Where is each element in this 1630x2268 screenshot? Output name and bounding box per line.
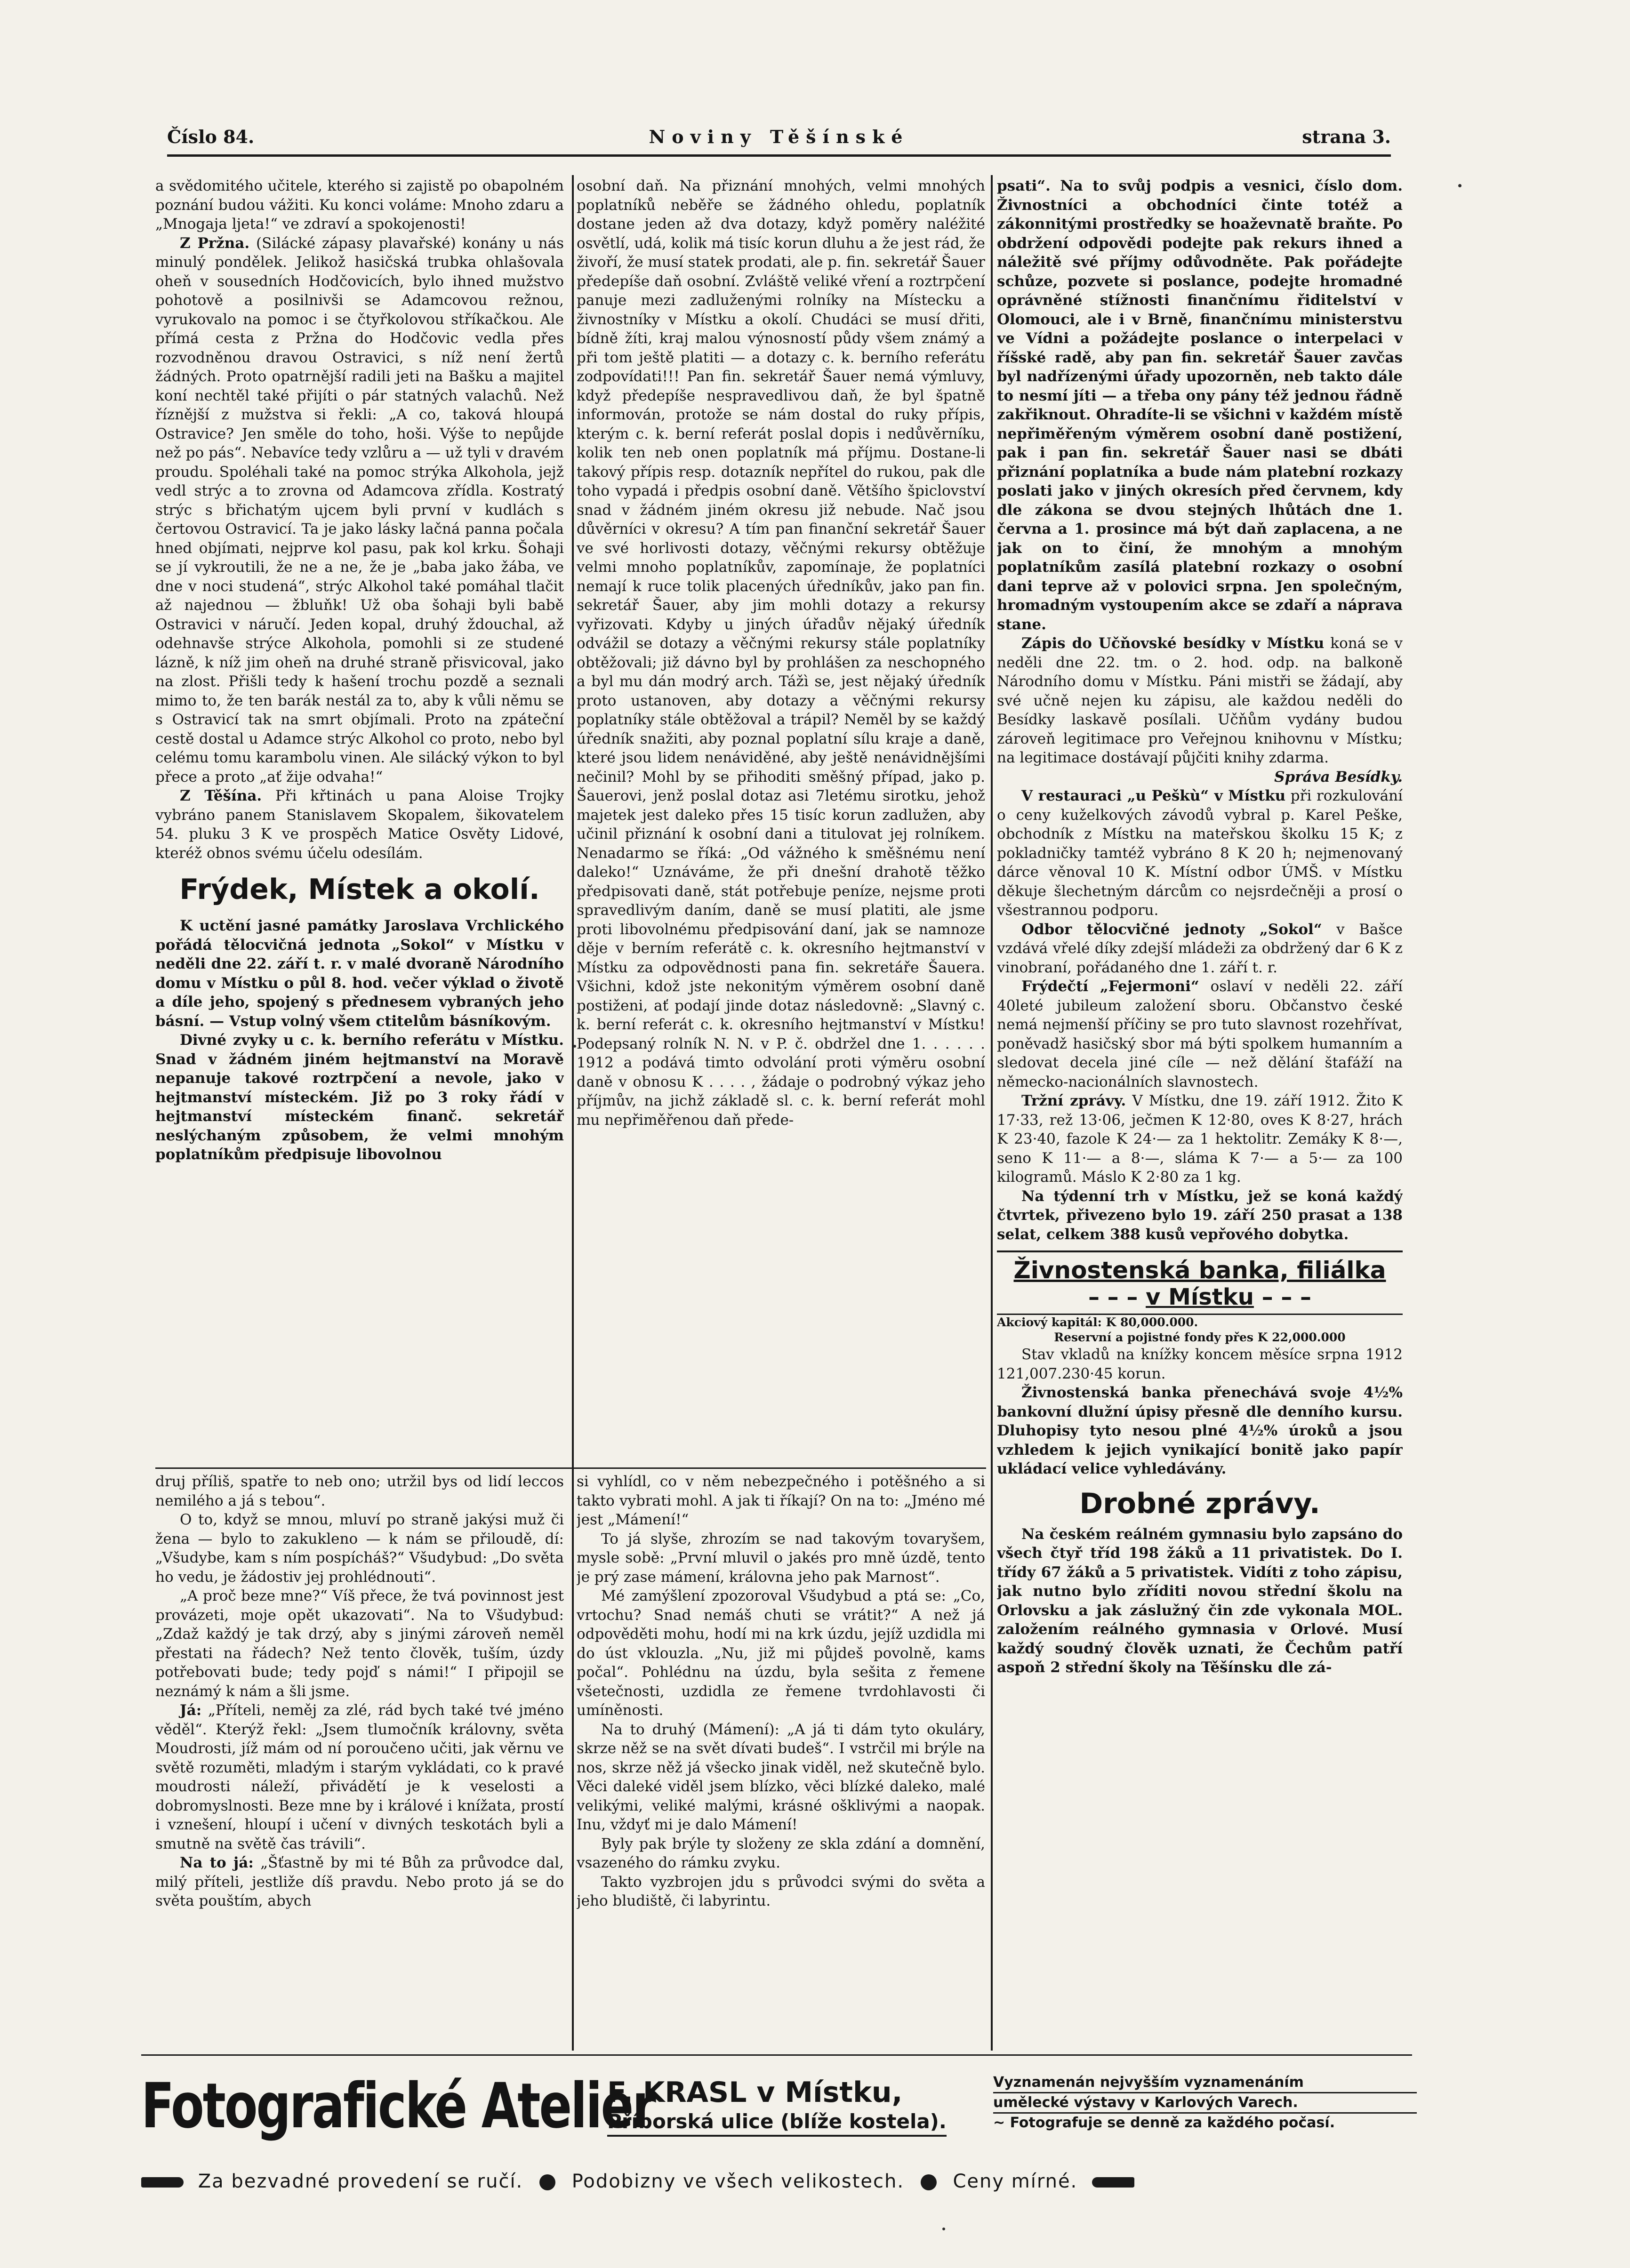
article-body: Snad v žádném jiném hejtmanství na Moravě nepanuje takové roztrpčení a nevole, jako v hejtmanství místeckém. Již po 3 roky řádí v hejtmanství místeckém finanč. sekretář neslýchaným způsobem, že velmi mnohým poplatníkům předpisuje libovolnou (155, 1050, 564, 1163)
speaker: Na to druhý (Mámení): (601, 1721, 779, 1738)
ad-footer (141, 2170, 1412, 2193)
story-body: „Příteli, neměj za zlé, rád bych také tvé jméno věděl“. Kterýž řekl: „Jsem tlumočník královny, světa Moudrosti, jíž mám od ní poroučeno učiti, jak věrnu ve světě rozuměti, mladým i starým vykládati, co k pravé moudrosti náleží, přivádětí je k veselosti a dobromyslnosti. Beze mne by i králové i knížata, prostí i vznešení, hloupí i učení v divných teskotách byli a smutně na světě čas trávili“. (155, 1702, 564, 1852)
column-1-upper (155, 176, 564, 1465)
issue-number: Číslo 84. (167, 126, 255, 147)
story-paragraph: Mé zamýšlení zpozoroval Všudybud a ptá se: „Co, vrtochu? Snad nemáš chuti se vrátit?“ A než já odpověděti mohu, hodí mi na krk úzdu, jejíž uzdidla mi do úst vklouzla. „Nu, již mi půjdeš povolně, kams počal“. Pohlédnu na úzdu, byla sešita z řemene všetečnosti, uzdidla ze řemene tvrdohlavosti či umíněnosti. (577, 1587, 985, 1719)
article-lead: Tržní zprávy. (1021, 1092, 1126, 1109)
article-body: oslaví v neděli 22. září 40leté jubileum založení sboru. Občanstvo české nemá nejmenší příčiny se pro tuto slavnost rozehřívat, poněvadž hasičský sbor má býti spolkem humanním a sledovat decela jiné cíle — než dělání štafáží na německo-nacionálních slavnostech. (997, 978, 1403, 1090)
column-2-lower (577, 1472, 985, 2049)
article-paragraph (997, 786, 1403, 920)
column-divider (572, 175, 574, 2051)
article-paragraph (997, 1187, 1403, 1244)
article-lead: Na českém reálném gymnasiu (1021, 1525, 1268, 1543)
article-paragraph (997, 1091, 1403, 1187)
bank-paragraph: Živnostenská banka přenechává svoje 4½% bankovní dlužní úpisy přesně dle denního kursu. Dluhopisy tyto nesou plné 4½% úroků a jsou vzhledem k jejich vynikající bonitě jako papír ukládací velice vyhledávány. (997, 1384, 1403, 1477)
pointing-hand-icon (1092, 2177, 1134, 2188)
article-body: jež se koná každý čtvrtek, přivezeno bylo 19. září 250 prasat a 138 selat, celkem 388 kusů vepřového dobytka. (997, 1187, 1403, 1243)
article-paragraph: K uctění jasné památky Jaroslava Vrchlického pořádá tělocvičná jednota „Sokol“ v Místku v neděli dne 22. září t. r. v malé dvoraně Národního domu v Místku o půl 8. hod. večer výklad o životě a díle jeho, spojený s přednesem vybraných jeho básní. — Vstup volný všem ctitelům básníkovým. (155, 917, 564, 1030)
article-body: koná se v neděli dne 22. tm. o 2. hod. odp. na balkoně Národního domu v Místku. Páni mistři se žádají, aby své učně nejen ku zápisu, ale každou neděli do Besídky laskavě posílali. Učňům vydány budou zároveň legitimace pro Veřejnou knihovnu v Místku; na legitimace dostávají půjčiti knihy zdarma. (997, 635, 1403, 766)
article-lead: Divné zvyky u c. k. berního referátu v Místku. (180, 1032, 564, 1049)
ad-footer-text: Ceny mírné. (953, 2171, 1078, 2192)
article-body: V Místku, dne 19. září 1912. Žito K 17·33, rež 13·06, ječmen K 12·80, oves K 8·27, hrách K 23·40, fazole K 24·— za 1 hektolitr. Zemáky K 8·—, seno K 11·— a 8·—, sláma K 7·— a 5·— za 100 kilogramů. Máslo K 2·80 za 1 kg. (997, 1092, 1403, 1186)
page-number: strana 3. (1302, 126, 1391, 147)
article-lead: Odbor tělocvičné jednoty „Sokol“ (1021, 921, 1322, 938)
article-body: v Bašce vzdává vřelé díky zdejší mládeži za obdržený dar 6 K z vinobraní, pořádaného dne 1. září t. r. (997, 921, 1403, 976)
article-lead: V restauraci „u Peškù“ v Místku (1021, 787, 1286, 804)
bullet-icon (921, 2174, 937, 2190)
story-paragraph (155, 1853, 564, 1911)
ad-award-text: Fotografuje se denně za každého počasí. (1010, 2115, 1335, 2131)
article-paragraph (155, 1031, 564, 1164)
article-paragraph (155, 234, 564, 787)
article-body: (Silácké zápasy plavařské) konány u nás minulý pondělek. Jelikož hasičská trubka ohlašovala oheň v sousedních Hodčovicích, bylo ihned mužstvo pohotově a posilnivši se Adamcovou režnou, vyrukovalo na pomoc i se čtyřkolovou stříkačkou. Ale přímá cesta z Pržna do Hodčovic vedla přes rozvodněnou dravou Ostravici, s níž není žertů žádných. Proto opatrnější radili jeti na Bašku a majitel koní nechtěl také přijíti o pár statných valachů. Než řízněјší z mužstva si řekli: „A co, taková hloupá Ostravice? Jen směle do toho, hoši. Výše to nepůjde než po pás“. Nebavíce tedy vzlůru a — už tyli v dravém proudu. Spoléhali také na pomoc strýka Alkohola, jejž vedl strýc a to zrovna od Adamcova zřídla. Kostratý strýc s břichatým ujcem byli první v kudlách s čertovou Ostravicí. Ta je jako lásky lačná panna počala hned objímati, nejprve kol pasu, pak kol krku. Šohaji se jí vykroutili, že ne a ne, že je „baba jako žába, ve dne v noci studená“, strýc Alkohol také pomáhal tlačit až najednou — žbluňk! Už oba šohaji byli babě Ostravici v náručí. Jeden kopal, druhý ždouchal, až odehnavše strýce Alkohola, pomohli si ze studené lázně, k níž jim oheň na druhé straně přisvicoval, jako na zlost. Přišli tedy k hašení trochu pozdě a seznali mimo to, že ten barák nestál za to, aby k vůli němu se s Ostravicí tak na smrt objímali. Proto na zpáteční cestě dostal u Adamce strýc Alkohol co proto, nebo byl celému tomu karambolu vinen. Ale silácký výkon to byl přece a proto „ať žije odvaha!“ (155, 234, 564, 785)
article-paragraph (155, 786, 564, 863)
bank-title: Živnostenská banka, filiálka (1013, 1257, 1386, 1284)
article-lead: Zápis do Učňovské besídky v Místku (1021, 635, 1325, 652)
article-lead: Z Těšína. (180, 787, 262, 804)
ad-award-line: Vyznamenán nejvyšším vyznamenáním (993, 2073, 1417, 2093)
ad-footer-text: Za bezvadné provedení se ručí. (198, 2171, 523, 2192)
bank-capital: Akciový kapitál: K 80,000.000. (997, 1315, 1198, 1329)
article-paragraph: psati“. Na to svůj podpis a vesnici, číslo dom. Živnostníci a obchodníci činte totéž a zákonnitými prostředky se hoaževnatě braňte. Po obdržení odpovědi podejte pak rekurs ihned a náležitě své příjmy odůvodněte. Pak pořádejte schůze, pozvete si poslance, podejte hromadné oprávněné stížnosti finančnímu řiditelství v Olomouci, ale i v Brně, finančnímu ministerstvu ve Vídni a požádejte poslance o interpelaci v říšské radě, aby pan fin. sekretář Šauer zavčas byl nadřízenými úřady upozorněn, neb takto dále to nesmí jíti — a třeba ony pány též jednou řádně zakřiknout. Ohradíte-li se všichni v každém místě nepřiměřeným výměrem osobní daně postižení, pak i pan fin. sekretář Šauer nasi se dbáti přiznání poplatníka a bude nám platební rozkazy poslati jako v jiných okresích před červnem, kdy dle zákona se dvou stejných lhůtách dne 1. června a 1. prosince má být daň zaplacena, a ne jak on to činí, že mnohým a mnohým poplatníkům zasílá platební rozkazy o osobní dani teprve až v polovici srpna. Jen společným, hromadným vystoupením akce se zdaří a náprava stane. (997, 177, 1403, 633)
story-paragraph: Takto vyzbrojen jdu s průvodci svými do světa a jeho bludiště, či labyrintu. (577, 1873, 985, 1909)
article-paragraph (997, 634, 1403, 768)
ad-studio-name: F. KRASL v Místku, (607, 2076, 903, 2109)
ad-award-line: umělecké výstavy v Karlových Varech. (993, 2093, 1417, 2114)
bank-branch: v Místku (1146, 1284, 1254, 1310)
ad-headline: Fotografické Atelier (141, 2070, 655, 2142)
bullet-icon (539, 2174, 555, 2190)
bank-ad (997, 1250, 1403, 1479)
article-paragraph: osobní daň. Na přiznání mnohých, velmi mnohých poplatníků neběře se žádného ohledu, poplatník dostane jeden až dva dotazy, když poměry naléžité osvětlí, udá, kolik má tisíc korun dluhu a že jest rád, že živoří, že musí statek prodati, ale p. fin. sekretář Šauer předepíše daň osobní. Zvláště veliké vření a roztrpčení panuje mezi zadluženými rolníky na Místecku a živnostníky v Místku a okolí. Chudáci se musí dřiti, bídně žíti, kraj malou výnosností půdy všem známý a při tom ještě platiti — a dotazy c. k. berního referátu zodpovídati!!! Pan fin. sekretář Šauer nemá výmluvy, když předepíše nespravedlivou daň, že byl špatně informován, protože se nám dostal do ruky přípis, kterým c. k. berní referát poslal dopis i nedůvěrníku, kolik ten neb onen poplatník má příjmu. Dostane-li takový přípis resp. dotazník nepřítel do rukou, pak dle toho vypadá i předpis osobní daně. Většího špiclovství snad v žádném jiném okresu již nebude. Nač jsou důvěrníci v okresu? A tím pan finanční sekretář Šauer ve své horlivosti dotazy, věčnými rekursy obtěžuje velmi mnoho poplatníkův, zapomínaje, že poplatníci nemají k ruce tolik placených úředníkův, jako pan fin. sekretář Šauer, aby jim mohli dotazy a rekursy vyřizovati. Kdyby u jiných úřadův nějaký úředník odvážil se dotazy a věčnými rekursy stále poplatníky obtěžovali; již dávno byl by prohlášen za neschopného a byl mu dán modrý arch. Tážì se, jest nějaký úředník proto ustanoven, aby dotazy a věčnými rekursy poplatníky stále obtěžoval a trápil? Neměl by se každý úředník snažiti, aby poznal poplatní sílu kraje a daně, které jsou lidem nenáviděné, aby ještě nenávidnějšími nečinil? Mohl by se přihoditi směšný případ, jako p. Šauerovi, jenž poslal dotaz asi 7letému sirotku, jehož majetek jest daleko přes 15 tisíc korun zadlužen, aby učinil přiznání k osobní dani a titulovat jej rolníkem. Nenadarmo se říká: „Od vážného k směšnému není daleko!“ Uznáváme, že při dnešní drahotě těžko předpisovati daně, stát potřebuje peníze, nejsme proti spravedlivým daním, daně se musí platiti, ale jsme proti libovolnému předpisování daní, jak se namnoze děje v berním referátě c. k. okresního hejtmanství v Místku za odpovědnosti pana fin. sekretáře Šauera. Všichni, kdož jste nekonitým výměrem osobní daně postiženi, ať podají jinde dotaz následovně: „Slavný c. k. berní referát c. k. okresního hejtmanství v Místku! Podepsaný rolník N. N. v P. č. obdržel dne 1. . . . . . 1912 a podává timto odvolání proti výměru osobní daně v obnosu K . . . . , žádaje o podrobný výkaz jeho příjmův, na jichž základě sl. c. k. berní referát mohl mu nepřiměřenou daň přede- (577, 177, 985, 1129)
ad-footer-text: Podobizny ve všech velikostech. (571, 2171, 905, 2192)
scan-speck (1458, 184, 1461, 187)
page-header (167, 126, 1391, 154)
column-divider (991, 175, 993, 2051)
article-paragraph: a svědomitého učitele, kterého si zajistě po obapolném poznání budou vážiti. Ku konci voláme: Mnoho zdaru a „Mnogaja ljeta!“ ve zdraví a spokojenosti! (155, 177, 564, 232)
ad-awards (993, 2073, 1417, 2132)
ad-divider (141, 2054, 1412, 2056)
story-paragraph (577, 1720, 985, 1835)
pointing-hand-icon (141, 2177, 184, 2188)
column-3 (997, 176, 1403, 2049)
story-body: „A já ti dám tyto okuláry, skrze něž se na svět dívati budeš“. I vstrčil mi brýle na nos, skrze něž já všecko jinak viděl, než skutečně bylo. Věci daleké viděl jsem blízko, věci blízké daleko, malé velikými, veliké malými, krásné ošklivými a naopak. Inu, vždyť mi je dalo Mámení! (577, 1721, 985, 1833)
ad-address: Příborská ulice (blíže kostela). (607, 2109, 947, 2137)
section-heading: Frýdek, Místek a okolí. (179, 873, 540, 906)
column-2-upper (577, 176, 985, 1465)
header-rule (167, 154, 1391, 157)
scan-speck (942, 2228, 945, 2230)
scan-speck (573, 1045, 576, 1048)
speaker: Já: (180, 1702, 202, 1719)
story-paragraph: Byly pak brýle ty složeny ze skla zdání a domnění, vsazeného do rámku zvyku. (577, 1835, 985, 1871)
story-paragraph (155, 1701, 564, 1853)
column-1-lower (155, 1472, 564, 2049)
article-body: při rozkulování o ceny kuželkových závodů vybral p. Karel Peške, obchodník z Místku na mateřskou školku 15 K; z pokladničky tamtéž vybráno 8 K 20 h; nejmenovaný dárce věnoval 10 K. Místní odbor ÚMŠ. v Místku děkuje šlechetným dárcům co nejsrdečněji a prosí o všestrannou podporu. (997, 787, 1403, 919)
story-paragraph: O to, když se mnou, mluví po straně jakýsi muž či žena — bylo to zakukleno — k nám se přiloudě, dí: „Všudybe, kam s ním pospícháš?“ Všudybud: „Do světa ho vedu, je žádostiv jej prohlédnouti“. (155, 1511, 564, 1586)
story-paragraph: „A proč beze mne?“ Víš přece, že tvá povinnost jest provázeti, moje opět ukazovati“. Na to Všudybud: „Zdaž každý je tak drzý, aby s jinými zároveň neměl přestati na řádech? Než tento člověk, tuším, úzdy potřebovati bude; tedy pojď s námi!“ I připojil se neznámý k nám a šli jsme. (155, 1587, 564, 1700)
signature: Správa Besídky. (1274, 768, 1403, 785)
bank-subtitle: – – – v Místku – – – (1088, 1284, 1312, 1310)
article-paragraph (997, 920, 1403, 978)
article-lead: Frýdečtí „Fejermoni“ (1021, 978, 1199, 995)
article-lead: Na týdenní trh v Místku, (1021, 1187, 1239, 1205)
article-body: Při křtinách u pana Aloise Trojky vybráno panem Stanislavem Skopalem, šikovatelem 54. pluku 3 K ve prospěch Matice Osvěty Lidové, kteréž obnos svému účelu odesílám. (155, 787, 564, 862)
article-paragraph (997, 1525, 1403, 1677)
bank-reserve: Reservní a pojistné fondy přes K 22,000.000 (1054, 1330, 1346, 1344)
ad-award-line: ~ Fotografuje se denně za každého počasí. (993, 2115, 1335, 2131)
article-body: bylo zapsáno do všech čtyř tříd 198 žáků a 11 privatistek. Do I. třídy 67 žáků a 5 privatistek. Vidíti z toho zápisu, jak nutno bylo zříditi novou střední školu na Orlovsku a jak záslužný čin zde vykonala MOL. založením reálného gymnasia v Orlové. Musí každý soudný člověk uznati, že Čechům patří aspoň 2 střední školy na Těšínsku dle zá- (997, 1525, 1403, 1676)
photo-studio-ad (141, 2070, 1417, 2179)
article-lead: Z Pržna. (180, 234, 250, 252)
newspaper-title: Noviny Těšínské (649, 126, 909, 147)
story-body: „Šťastně by mi té Bůh za průvodce dal, milý příteli, jestliže díš pravdu. Nebo proto já se do světa pouštím, abych (155, 1854, 564, 1909)
bank-paragraph: Stav vkladů na knížky koncem měsíce srpna 1912 121,007.230·45 korun. (997, 1346, 1403, 1382)
story-paragraph: To já slyše, zhrozím se nad takovým tovaryšem, mysle sobě: „První mluvil o jakés pro mně úzdě, tento je prý zase mámení, královna jeho pak Marnost“. (577, 1530, 985, 1586)
story-paragraph: si vyhlídl, co v něm nebezpečného i potěšného a si takto vybrati mohl. A jak ti říkají? On na to: „Jméno mé jest „Mámení!“ (577, 1473, 985, 1528)
article-divider (155, 1467, 986, 1469)
article-paragraph (997, 977, 1403, 1091)
section-heading: Drobné zprávy. (1079, 1487, 1320, 1520)
speaker: Na to já: (180, 1854, 254, 1871)
story-paragraph: druj příliš, spatře to neb ono; utržil bys od lidí leccos nemilého a já s tebou“. (155, 1473, 564, 1509)
